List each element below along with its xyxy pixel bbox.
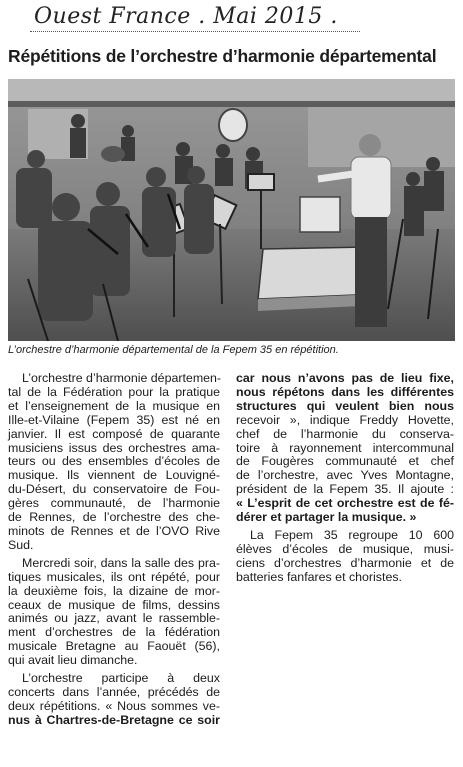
article-headline: Répétitions de l’orchestre d’harmonie départemental: [8, 46, 437, 66]
text-line: minots de Rennes et de l’OVO Rive: [8, 523, 220, 538]
text-line: musique. Ils viennent de Louvigné-: [8, 468, 220, 483]
text-line: nus à Chartres-de-Bretagne ce soir: [8, 712, 220, 727]
text-line: ceaux de musique de films, dessins: [8, 597, 220, 612]
rehearsal-photo: [8, 79, 455, 341]
paragraph-4: [236, 372, 454, 525]
text-line: Mercredi soir, dans la salle des pra-: [22, 555, 220, 570]
text-line: nous répétons dans les différentes: [236, 384, 454, 399]
text-line: La Fepem 35 regroupe 10 600: [250, 527, 454, 542]
article-left-column: [8, 372, 220, 732]
text-line: deux répétitions. « Nous sommes ve-: [8, 698, 220, 713]
text-line: animés ou jazz, avant le rassemble-: [8, 611, 220, 626]
text-line: tiques musicales, ils ont répété, pour: [8, 569, 220, 584]
text-line: et l’enseignement de la musique en: [8, 398, 220, 413]
text-line: gères communauté, de l’harmonie: [8, 496, 220, 511]
article-right-column: [236, 372, 454, 589]
paragraph-1: [8, 372, 220, 553]
text-line: du-Désert, du conservatoire de Fou-: [8, 482, 220, 497]
text-line: la deuxième fois, la dizaine de mor-: [8, 583, 220, 598]
text-line: batteries fanfares et choristes.: [236, 569, 402, 584]
text-line: de l’orchestre, avec Yves Montagne,: [236, 468, 454, 483]
text-line: ment d’orchestres de la fédération: [8, 625, 220, 640]
text-line: musicale Bretagne au Faouët (56),: [8, 639, 220, 654]
text-line: structures qui veulent bien nous: [236, 398, 454, 413]
text-line: L’orchestre d’harmonie départemen-: [22, 371, 222, 385]
text-line: Ille-et-Vilaine (Fepem 35) est né en: [8, 412, 220, 427]
text-line: janvier. Il est composé de quarante: [8, 426, 220, 441]
paragraph-2: [8, 557, 220, 668]
text-line: toire à rayonnement intercommunal: [236, 440, 454, 455]
text-line: recevoir », indique Freddy Hovette,: [236, 412, 454, 427]
photo-caption: L’orchestre d’harmonie départemental de la Fepem 35 en répétition.: [8, 344, 339, 356]
text-line: qui avait lieu dimanche.: [8, 653, 138, 668]
text-line: ciens d’orchestres d’harmonie et de: [236, 555, 454, 570]
text-line: dérer et partager la musique. »: [236, 510, 417, 525]
paragraph-5: [236, 529, 454, 585]
text-line: concerts dans l’année, précédés de: [8, 684, 220, 699]
article-photo: [8, 79, 455, 341]
source-note-underline: [30, 31, 360, 33]
text-line: L’orchestre participe à deux: [22, 671, 220, 686]
text-line: élèves d’écoles de musique, musi-: [236, 541, 454, 556]
text-line: tal de la Fédération pour la pratique: [8, 384, 220, 399]
text-line: car nous n’avons pas de lieu fixe,: [236, 371, 454, 385]
text-line: président de la Fepem 35. Il ajoute :: [236, 482, 454, 497]
text-line: chef de l’harmonie du conserva-: [236, 426, 454, 441]
text-line: Sud.: [8, 537, 34, 552]
text-line: de Fougères communauté et chef: [236, 454, 454, 469]
handwritten-source-note: Ouest France . Mai 2015 .: [34, 4, 338, 29]
text-line: « L’esprit de cet orchestre est de fé-: [236, 496, 454, 511]
paragraph-3: [8, 672, 220, 728]
text-line: teurs ou des ensembles d’écoles de: [8, 454, 220, 469]
text-line: musiciens issus des orchestres ama-: [8, 440, 220, 455]
text-line: de Rennes, de l’orchestre des che-: [8, 510, 220, 525]
